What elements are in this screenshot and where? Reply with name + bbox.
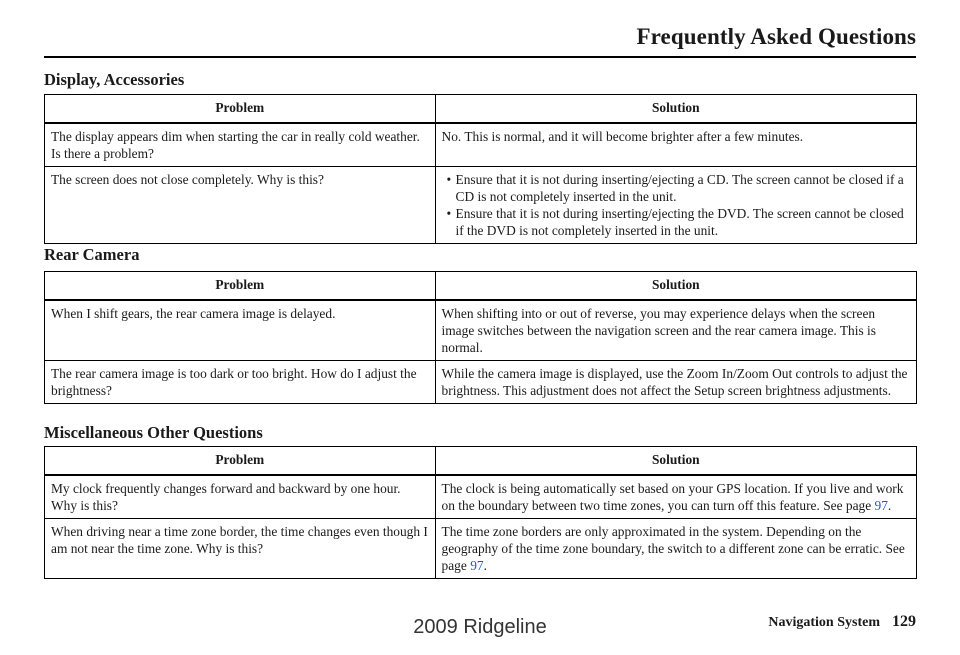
faq-table-miscellaneous [44, 446, 917, 579]
solution-cell [435, 519, 916, 579]
solution-suffix: . [887, 498, 892, 513]
solution-cell: When shifting into or out of reverse, you may experience delays when the screen image switches between the navigation screen and the rear camera image. This is normal. [435, 300, 916, 361]
column-header-problem: Problem [45, 272, 436, 301]
table-row [45, 300, 917, 361]
problem-cell: The rear camera image is too dark or too bright. How do I adjust the brightness? [45, 361, 436, 404]
table-row [45, 167, 917, 244]
problem-cell: The display appears dim when starting the car in really cold weather. Is there a problem? [45, 123, 436, 167]
table-header-row [45, 447, 917, 476]
solution-suffix: . [483, 558, 487, 573]
title-rule [44, 56, 916, 58]
footer-label: Navigation System [768, 615, 880, 630]
table-row [45, 361, 917, 404]
column-header-solution: Solution [435, 272, 916, 301]
solution-bullet-list [442, 171, 910, 239]
solution-text: The clock is being automatically set based on your GPS location. If you live and work on the boundary between two time zones, you can turn off this feature. See page [441, 481, 904, 513]
table-header-row [45, 95, 917, 124]
watermark: 2009 Ridgeline [413, 616, 547, 638]
column-header-solution: Solution [435, 95, 916, 124]
solution-cell: No. This is normal, and it will become brighter after a few minutes. [435, 123, 916, 167]
column-header-problem: Problem [45, 447, 436, 476]
column-header-solution: Solution [435, 447, 916, 476]
table-row [45, 519, 917, 579]
faq-table-rear-camera [44, 271, 917, 404]
problem-cell: When driving near a time zone border, the time changes even though I am not near the time zone. Why is this? [45, 519, 436, 579]
solution-cell [435, 167, 916, 244]
table-row [45, 123, 917, 167]
table-row [45, 475, 917, 519]
solution-bullet: • Ensure that it is not during inserting/ejecting a CD. The screen cannot be closed if a CD is not completely inserted in the unit. [442, 171, 910, 205]
solution-cell: While the camera image is displayed, use the Zoom In/Zoom Out controls to adjust the brightness. This adjustment does not affect the Setup screen brightness adjustments. [435, 361, 916, 404]
column-header-problem: Problem [45, 95, 436, 124]
page-number: 129 [892, 613, 916, 630]
table-header-row [45, 272, 917, 301]
page-title: Frequently Asked Questions [636, 24, 916, 49]
problem-cell: My clock frequently changes forward and backward by one hour. Why is this? [45, 475, 436, 519]
solution-text: The time zone borders are only approximated in the system. Depending on the geography of the time zone boundary, the switch to a different zone can be erratic. See page [441, 524, 905, 573]
problem-cell: The screen does not close completely. Why is this? [45, 167, 436, 244]
section-heading-rear-camera: Rear Camera [44, 245, 140, 264]
page-reference-link[interactable]: 97 [874, 498, 888, 513]
problem-cell: When I shift gears, the rear camera image is delayed. [45, 300, 436, 361]
solution-bullet: • Ensure that it is not during inserting/ejecting the DVD. The screen cannot be closed if the DVD is not completely inserted in the unit. [442, 205, 910, 239]
solution-cell [435, 475, 916, 519]
faq-table-display-accessories [44, 94, 917, 244]
section-heading-miscellaneous: Miscellaneous Other Questions [44, 423, 263, 442]
page-reference-link[interactable]: 97 [470, 558, 484, 573]
section-heading-display-accessories: Display, Accessories [44, 70, 185, 89]
